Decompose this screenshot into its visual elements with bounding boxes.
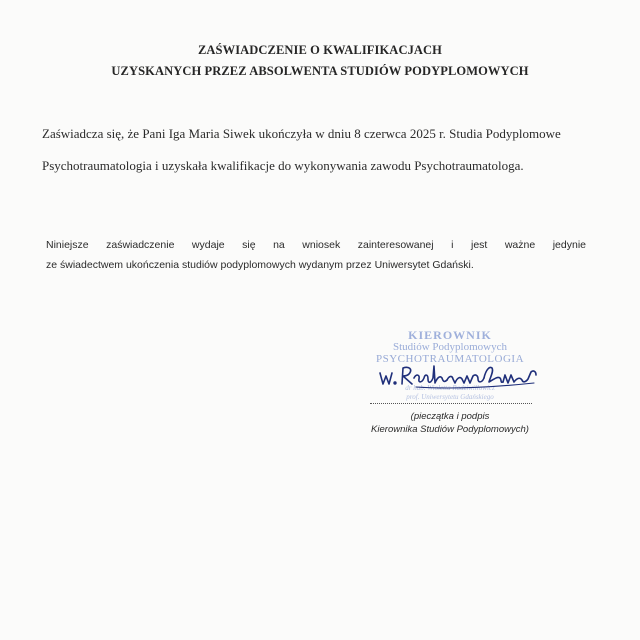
- stamp-subtitle: Studiów Podyplomowych: [393, 341, 507, 353]
- certificate-title: [0, 40, 640, 82]
- certificate-statement: [42, 118, 612, 182]
- signature-caption-line-2: Kierownika Studiów Podyplomowych): [371, 424, 529, 435]
- stamp-name: dr hab. Wioletta Radziwiłłowicz: [405, 384, 495, 392]
- validity-note-line-2: ze świadectwem ukończenia studiów podyplomowych wydanym przez Uniwersytet Gdański.: [46, 259, 474, 271]
- stamp-affiliation: prof. Uniwersytetu Gdańskiego: [406, 393, 494, 401]
- signature-caption: [340, 410, 560, 436]
- handwritten-signature: [376, 356, 546, 392]
- signature-line: [370, 403, 532, 404]
- title-line-1: ZAŚWIADCZENIE O KWALIFIKACJACH: [197, 43, 442, 57]
- stamp-program: PSYCHOTRAUMATOLOGIA: [375, 353, 525, 365]
- statement-line-1: Zaświadcza się, że Pani Iga Maria Siwek ukończyła w dniu 8 czerwca 2025 r. Studia Podyplomowe: [42, 126, 561, 141]
- validity-note: [46, 235, 586, 275]
- statement-line-2: Psychotraumatologia i uzyskała kwalifikacje do wykonywania zawodu Psychotraumatologa.: [42, 158, 524, 173]
- validity-note-line-1: Niniejsze zaświadczenie wydaje się na wniosek zainteresowanej i jest ważne jedynie: [46, 239, 586, 251]
- signature-caption-line-1: (pieczątka i podpis: [410, 411, 490, 422]
- stamp-title: KIEROWNIK: [408, 328, 492, 342]
- title-line-2: UZYSKANYCH PRZEZ ABSOLWENTA STUDIÓW PODYPLOMOWYCH: [111, 64, 529, 78]
